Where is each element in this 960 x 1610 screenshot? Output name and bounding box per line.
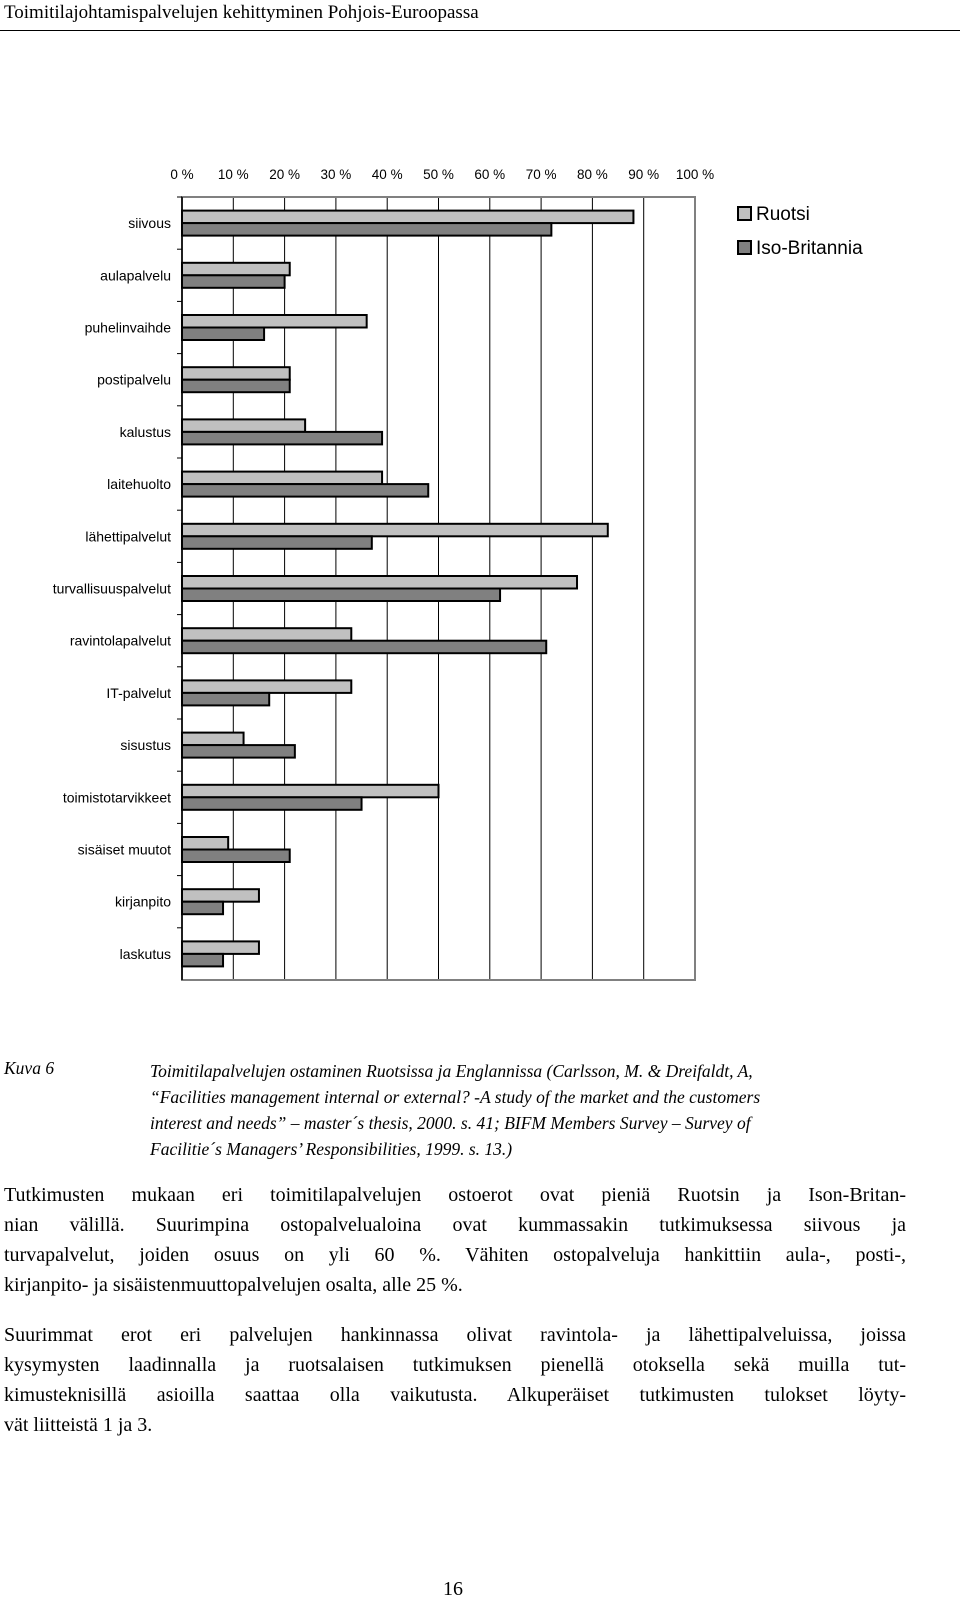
bar-iso-britannia	[182, 693, 269, 706]
bar-ruotsi	[182, 680, 351, 693]
running-header-title: Toimitilajohtamispalvelujen kehittyminen Pohjois-Euroopassa	[4, 2, 479, 23]
x-tick-label: 10 %	[217, 167, 249, 182]
bar-iso-britannia	[182, 432, 382, 445]
caption-line: “Facilities management internal or external? -A study of the market and the customers	[150, 1087, 761, 1107]
y-category-label: IT-palvelut	[106, 684, 171, 701]
bar-ruotsi	[182, 524, 608, 537]
legend-label: Iso-Britannia	[756, 238, 863, 259]
x-tick-label: 20 %	[269, 167, 300, 182]
bar-ruotsi	[182, 263, 290, 276]
bar-iso-britannia	[182, 328, 264, 341]
figure-caption	[150, 1058, 940, 1162]
bar-iso-britannia	[182, 797, 362, 810]
bar-ruotsi	[182, 733, 244, 746]
bar-iso-britannia	[182, 223, 551, 236]
bar-iso-britannia	[182, 536, 372, 549]
bar-ruotsi	[182, 419, 305, 432]
bar-iso-britannia	[182, 902, 223, 915]
y-category-label: lähettipalvelut	[85, 528, 171, 545]
bar-iso-britannia	[182, 589, 500, 602]
paragraph-line: Tutkimusten mukaan eri toimitilapalvelujen ostoerot ovat pieniä Ruotsin ja Ison-Britan-	[4, 1184, 906, 1206]
bar-ruotsi	[182, 941, 259, 954]
y-category-label: sisustus	[120, 737, 171, 754]
y-category-label: kirjanpito	[114, 893, 171, 910]
page-number: 16	[443, 1578, 463, 1600]
paragraph-line: kysymysten laadinnalla ja ruotsalaisen tutkimuksen pienellä otoksella sekä muilla tut-	[4, 1354, 906, 1376]
x-tick-label: 100 %	[675, 167, 715, 182]
bar-ruotsi	[182, 315, 367, 328]
bar-ruotsi	[182, 785, 439, 798]
bar-ruotsi	[182, 889, 259, 902]
paragraph-line: Suurimmat erot eri palvelujen hankinnassa olivat ravintola- ja lähettipalveluissa, joissa	[4, 1324, 906, 1346]
bar-iso-britannia	[182, 745, 295, 758]
y-category-label: toimistotarvikkeet	[62, 789, 171, 806]
y-category-label: puhelinvaihde	[84, 319, 171, 336]
body-paragraph	[4, 1180, 906, 1300]
x-tick-label: 30 %	[320, 167, 352, 182]
legend-label: Ruotsi	[756, 204, 810, 225]
legend-swatch	[738, 241, 751, 254]
body-paragraph	[4, 1320, 906, 1440]
bar-ruotsi	[182, 576, 577, 589]
bar-ruotsi	[182, 211, 633, 224]
paragraph-line: kimusteknisillä asioilla saattaa olla vaikutusta. Alkuperäiset tutkimusten tulokset löyty-	[4, 1384, 906, 1406]
y-category-label: siivous	[128, 215, 171, 232]
bar-iso-britannia	[182, 850, 290, 863]
caption-line: interest and needs” – master´s thesis, 2000. s. 41; BIFM Members Survey – Survey of	[150, 1113, 751, 1133]
paragraph-line: vät liitteistä 1 ja 3.	[4, 1414, 153, 1436]
bar-ruotsi	[182, 628, 351, 641]
y-category-label: sisäiset muutot	[77, 841, 171, 858]
x-tick-label: 60 %	[474, 167, 506, 182]
y-category-label: ravintolapalvelut	[69, 632, 171, 649]
bar-ruotsi	[182, 837, 228, 850]
y-category-label: postipalvelu	[97, 371, 171, 388]
x-tick-label: 0 %	[170, 167, 194, 182]
paragraph-line: kirjanpito- ja sisäistenmuuttopalvelujen osalta, alle 25 %.	[4, 1274, 463, 1296]
legend-swatch	[738, 207, 751, 220]
bar-iso-britannia	[182, 641, 546, 654]
y-category-label: laitehuolto	[107, 476, 171, 493]
x-tick-label: 50 %	[423, 167, 454, 182]
bar-iso-britannia	[182, 380, 290, 393]
paragraph-line: turvapalvelut, joiden osuus on yli 60 %. Vähiten ostopalveluja hankittiin aula-, posti-,	[4, 1244, 906, 1266]
x-tick-label: 70 %	[525, 167, 557, 182]
bar-iso-britannia	[182, 484, 428, 497]
figure-caption-label: Kuva 6	[4, 1058, 55, 1078]
x-tick-label: 40 %	[371, 167, 403, 182]
x-tick-label: 80 %	[577, 167, 608, 182]
bar-ruotsi	[182, 472, 382, 485]
y-category-label: laskutus	[119, 945, 171, 962]
bar-ruotsi	[182, 367, 290, 380]
y-category-label: turvallisuuspalvelut	[52, 580, 171, 597]
caption-line: Facilitie´s Managers’ Responsibilities, 1999. s. 13.)	[150, 1139, 513, 1159]
paragraph-line: nian välillä. Suurimpina ostopalvelualoina ovat kummassakin tutkimuksessa siivous ja	[4, 1214, 906, 1236]
bar-iso-britannia	[182, 954, 223, 967]
caption-line: Toimitilapalvelujen ostaminen Ruotsissa ja Englannissa (Carlsson, M. & Dreifaldt, A,	[150, 1061, 753, 1081]
bar-iso-britannia	[182, 275, 285, 288]
y-category-label: aulapalvelu	[100, 267, 171, 284]
x-tick-label: 90 %	[628, 167, 660, 182]
y-category-label: kalustus	[119, 423, 171, 440]
